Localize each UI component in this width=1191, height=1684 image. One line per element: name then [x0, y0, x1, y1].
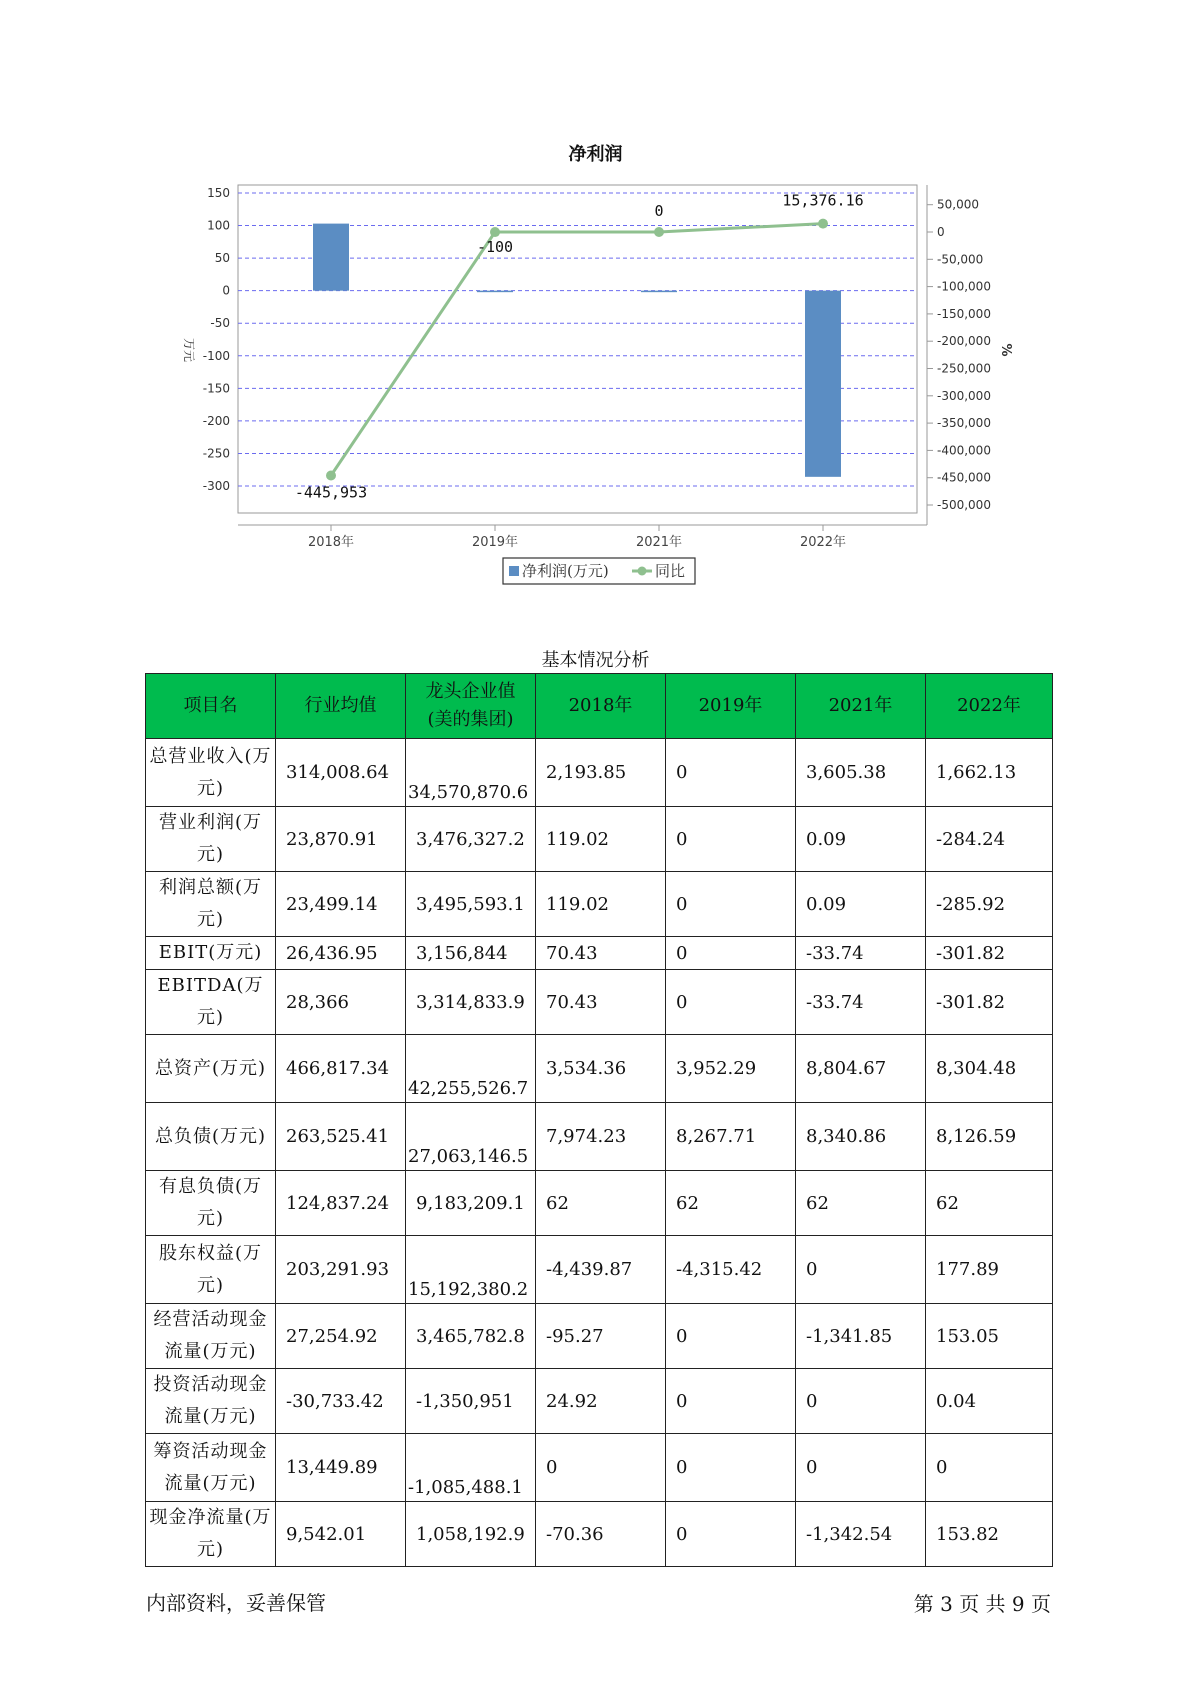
value-cell: 8,304.48 [926, 1035, 1053, 1103]
value-cell: 0 [666, 1369, 796, 1434]
value-cell: 1,662.13 [926, 739, 1053, 807]
value-cell: 0 [666, 739, 796, 807]
data-label-yoy: -445,953 [294, 483, 368, 502]
value-cell: -95.27 [536, 1304, 666, 1369]
y-tick-label-left: -250 [202, 446, 230, 461]
y-tick-label-left: -150 [202, 381, 230, 396]
value-cell: -33.74 [796, 937, 926, 970]
value-cell: -4,439.87 [536, 1236, 666, 1304]
table-row [146, 739, 1053, 807]
value-cell: 7,974.23 [536, 1103, 666, 1171]
legend-line-marker [638, 567, 647, 576]
value-cell: -1,350,951 [406, 1369, 536, 1434]
value-cell: 3,314,833.9 [406, 970, 536, 1035]
data-label-yoy: -100 [476, 238, 514, 257]
data-label-yoy: 0 [654, 202, 664, 220]
header-cell: 2018年 [536, 674, 666, 739]
value-cell: 9,183,209.1 [406, 1171, 536, 1236]
table-title: 基本情况分析 [541, 650, 650, 671]
x-tick-label: 2021年 [635, 535, 683, 550]
y-tick-label-left: -300 [202, 479, 230, 493]
data-label-yoy: 15,376.16 [782, 191, 864, 210]
x-tick-label: 2019年 [471, 535, 519, 550]
value-cell: 153.05 [926, 1304, 1053, 1369]
row-label-cell: EBIT(万元) [146, 937, 276, 970]
value-cell: 2,193.85 [536, 739, 666, 807]
row-label-cell: 有息负债(万元) [146, 1171, 276, 1236]
value-cell: -30,733.42 [276, 1369, 406, 1434]
row-label-cell: 筹资活动现金流量(万元) [146, 1434, 276, 1502]
point-yoy [818, 219, 828, 229]
table-header-row [146, 674, 1053, 739]
y-tick-label-left: 150 [207, 186, 230, 200]
y-tick-label-right: -300,000 [937, 388, 991, 403]
value-cell: 0 [796, 1369, 926, 1434]
bar-net-profit [477, 291, 513, 293]
y-tick-label-left: 100 [207, 218, 230, 233]
value-cell: 466,817.34 [276, 1035, 406, 1103]
value-cell: 8,804.67 [796, 1035, 926, 1103]
value-cell: 42,255,526.7 [406, 1035, 536, 1103]
value-cell: 13,449.89 [276, 1434, 406, 1502]
chart-title: 净利润 [568, 144, 623, 165]
point-yoy [654, 227, 664, 237]
point-yoy [326, 470, 336, 480]
header-cell: 行业均值 [276, 674, 406, 739]
value-cell: 8,126.59 [926, 1103, 1053, 1171]
value-cell: 0 [666, 1434, 796, 1502]
header-cell: 2022年 [926, 674, 1053, 739]
value-cell: 0 [666, 807, 796, 872]
value-cell: 27,063,146.5 [406, 1103, 536, 1171]
value-cell: 314,008.64 [276, 739, 406, 807]
y-tick-label-right: -500,000 [937, 498, 991, 512]
bar-net-profit [313, 224, 349, 291]
y-tick-label-left: 50 [214, 251, 230, 266]
y-tick-label-right: -200,000 [937, 334, 991, 349]
value-cell: 62 [666, 1171, 796, 1236]
value-cell: 24.92 [536, 1369, 666, 1434]
value-cell: 0 [666, 872, 796, 937]
value-cell: 124,837.24 [276, 1171, 406, 1236]
table-row [146, 872, 1053, 937]
table-body [146, 739, 1053, 1567]
row-label-cell: 经营活动现金流量(万元) [146, 1304, 276, 1369]
y-tick-label-right: -50,000 [937, 252, 984, 267]
point-yoy [490, 227, 500, 237]
value-cell: -301.82 [926, 970, 1053, 1035]
row-label-cell: 投资活动现金流量(万元) [146, 1369, 276, 1434]
value-cell: 62 [796, 1171, 926, 1236]
table-row [146, 1434, 1053, 1502]
value-cell: 62 [926, 1171, 1053, 1236]
row-label-cell: 现金净流量(万元) [146, 1502, 276, 1567]
y-tick-label-right: -250,000 [937, 361, 991, 376]
value-cell: 0 [666, 937, 796, 970]
value-cell: -33.74 [796, 970, 926, 1035]
row-label-cell: 利润总额(万元) [146, 872, 276, 937]
value-cell: 203,291.93 [276, 1236, 406, 1304]
table-row [146, 1236, 1053, 1304]
y-tick-label-right: 50,000 [937, 197, 979, 212]
value-cell: 177.89 [926, 1236, 1053, 1304]
row-label-cell: 股东权益(万元) [146, 1236, 276, 1304]
value-cell: 3,534.36 [536, 1035, 666, 1103]
footer-confidential: 内部资料，妥善保管 [146, 1591, 326, 1615]
y-tick-label-right: -150,000 [937, 306, 991, 321]
value-cell: 1,058,192.9 [406, 1502, 536, 1567]
y-tick-label-right: 0 [937, 225, 945, 239]
header-cell: 龙头企业值(美的集团) [406, 674, 536, 739]
value-cell: 3,476,327.2 [406, 807, 536, 872]
value-cell: 0.09 [796, 807, 926, 872]
value-cell: 0 [796, 1434, 926, 1502]
header-cell: 项目名 [146, 674, 276, 739]
table-row [146, 1103, 1053, 1171]
footer-page-number: 第 3 页 共 9 页 [913, 1592, 1051, 1616]
header-cell: 2021年 [796, 674, 926, 739]
line-yoy [331, 224, 823, 476]
value-cell: 34,570,870.6 [406, 739, 536, 807]
value-cell: 0 [926, 1434, 1053, 1502]
value-cell: 70.43 [536, 970, 666, 1035]
value-cell: 8,267.71 [666, 1103, 796, 1171]
value-cell: 26,436.95 [276, 937, 406, 970]
table-row [146, 937, 1053, 970]
table-row [146, 807, 1053, 872]
value-cell: -1,085,488.1 [406, 1434, 536, 1502]
value-cell: 9,542.01 [276, 1502, 406, 1567]
value-cell: 3,495,593.1 [406, 872, 536, 937]
value-cell: -1,341.85 [796, 1304, 926, 1369]
value-cell: 3,156,844 [406, 937, 536, 970]
y-tick-label-left: -100 [202, 348, 230, 363]
value-cell: 0.04 [926, 1369, 1053, 1434]
y-tick-label-left: 0 [222, 283, 230, 298]
bar-net-profit [805, 291, 841, 477]
value-cell: 70.43 [536, 937, 666, 970]
x-tick-label: 2018年 [307, 535, 355, 550]
y-axis-label-right: % [998, 343, 1013, 357]
value-cell: 3,605.38 [796, 739, 926, 807]
value-cell: 28,366 [276, 970, 406, 1035]
value-cell: -4,315.42 [666, 1236, 796, 1304]
row-label-cell: EBITDA(万元) [146, 970, 276, 1035]
value-cell: 23,499.14 [276, 872, 406, 937]
bar-net-profit [641, 291, 677, 293]
value-cell: 0 [796, 1236, 926, 1304]
y-axis-label-left: 万元 [182, 337, 196, 363]
value-cell: 15,192,380.2 [406, 1236, 536, 1304]
y-tick-label-right: -350,000 [937, 416, 991, 431]
y-tick-label-left: -200 [202, 413, 230, 428]
x-tick-label: 2022年 [799, 535, 847, 550]
value-cell: 0 [666, 970, 796, 1035]
table-row [146, 1171, 1053, 1236]
value-cell: -1,342.54 [796, 1502, 926, 1567]
row-label-cell: 总资产(万元) [146, 1035, 276, 1103]
table-row [146, 970, 1053, 1035]
y-tick-label-right: -450,000 [937, 470, 991, 485]
value-cell: 119.02 [536, 807, 666, 872]
table-row [146, 1304, 1053, 1369]
table-row [146, 1369, 1053, 1434]
value-cell: -284.24 [926, 807, 1053, 872]
y-tick-label-left: -50 [210, 316, 230, 331]
value-cell: 263,525.41 [276, 1103, 406, 1171]
value-cell: -285.92 [926, 872, 1053, 937]
value-cell: 0.09 [796, 872, 926, 937]
table-row [146, 1502, 1053, 1567]
header-cell: 2019年 [666, 674, 796, 739]
legend-bar-label: 净利润(万元) [522, 562, 609, 580]
value-cell: 3,952.29 [666, 1035, 796, 1103]
y-tick-label-right: -100,000 [937, 279, 991, 294]
value-cell: 153.82 [926, 1502, 1053, 1567]
row-label-cell: 总负债(万元) [146, 1103, 276, 1171]
value-cell: 119.02 [536, 872, 666, 937]
row-label-cell: 总营业收入(万元) [146, 739, 276, 807]
value-cell: 23,870.91 [276, 807, 406, 872]
value-cell: 0 [536, 1434, 666, 1502]
y-tick-label-right: -400,000 [937, 443, 991, 458]
value-cell: 3,465,782.8 [406, 1304, 536, 1369]
net-profit-chart [0, 0, 1191, 600]
value-cell: 62 [536, 1171, 666, 1236]
legend-line-label: 同比 [655, 562, 686, 580]
analysis-table [145, 673, 1053, 1567]
value-cell: 8,340.86 [796, 1103, 926, 1171]
value-cell: 27,254.92 [276, 1304, 406, 1369]
value-cell: 0 [666, 1304, 796, 1369]
legend-bar-swatch [509, 566, 519, 576]
row-label-cell: 营业利润(万元) [146, 807, 276, 872]
value-cell: -301.82 [926, 937, 1053, 970]
table-row [146, 1035, 1053, 1103]
value-cell: 0 [666, 1502, 796, 1567]
value-cell: -70.36 [536, 1502, 666, 1567]
